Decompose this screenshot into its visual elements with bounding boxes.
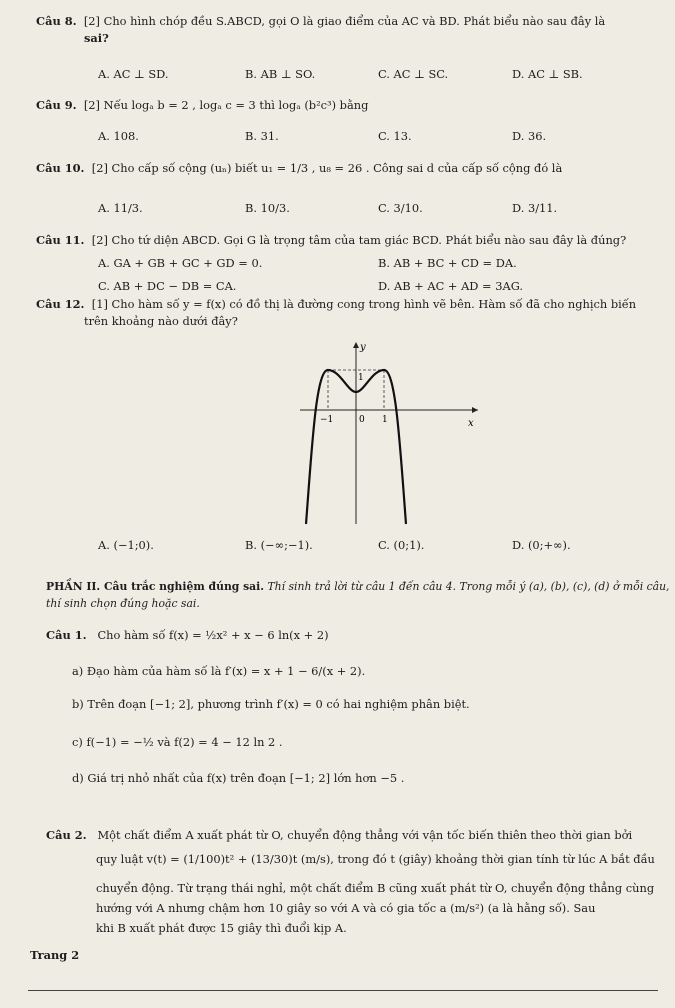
- part2-title: PHẦN II. Câu trắc nghiệm đúng sai.: [46, 580, 265, 593]
- p2-line3: chuyển động. Từ trạng thái nghỉ, một chất điểm B cũng xuất phát từ O, chuyển động thẳng cùng: [96, 881, 655, 895]
- q11-option-b[interactable]: B. AB + BC + CD = DA.: [378, 256, 517, 270]
- p1-statement-a[interactable]: a) Đạo hàm của hàm số là f′(x) = x + 1 − 6/(x + 2).: [72, 664, 366, 678]
- q9-option-c[interactable]: C. 13.: [378, 129, 412, 143]
- q8-stem: [2] Cho hình chóp đều S.ABCD, gọi O là giao điểm của AC và BD. Phát biểu nào sau đây là: [83, 14, 606, 28]
- part2-desc2: thí sinh chọn đúng hoặc sai.: [46, 597, 200, 610]
- q10-option-c[interactable]: C. 3/10.: [378, 201, 423, 215]
- q12-number: Câu 12.: [36, 297, 85, 311]
- q10-option-d[interactable]: D. 3/11.: [512, 201, 558, 215]
- footer-divider: [28, 990, 658, 991]
- q8-line1: [36, 14, 605, 28]
- q11-option-c[interactable]: C. AB + DC − DB = CA.: [98, 279, 237, 293]
- q12-graph: [290, 336, 490, 526]
- q10-option-b[interactable]: B. 10/3.: [245, 201, 290, 215]
- tick-neg1: −1: [320, 415, 334, 425]
- tick-0: 0: [359, 415, 365, 425]
- q10-stem: [2] Cho cấp số cộng (uₙ) biết u₁ = 1/3 , u₈ = 26 . Công sai d của cấp số cộng đó là: [91, 161, 563, 175]
- q9-stem: [2] Nếu logₐ b = 2 , logₐ c = 3 thì logₐ (b²c³) bằng: [83, 98, 369, 112]
- q10-line: [36, 161, 562, 175]
- q12-stem: [1] Cho hàm số y = f(x) có đồ thị là đường cong trong hình vẽ bên. Hàm số đã cho nghịch biến: [91, 297, 637, 311]
- q11-stem: [2] Cho tứ diện ABCD. Gọi G là trọng tâm của tam giác BCD. Phát biểu nào sau đây là đúng?: [91, 233, 627, 247]
- q10-number: Câu 10.: [36, 161, 85, 175]
- q10-option-a[interactable]: A. 11/3.: [98, 201, 143, 215]
- q11-line: [36, 233, 626, 247]
- part2-desc1: Thí sinh trả lời từ câu 1 đến câu 4. Trong mỗi ý (a), (b), (c), (d) ở mỗi câu,: [264, 580, 670, 593]
- p2-number: Câu 2.: [46, 828, 87, 842]
- tick-y1: 1: [358, 373, 364, 383]
- q9-line: [36, 98, 368, 112]
- x-axis-arrow: [472, 407, 478, 413]
- part2-heading: [46, 580, 669, 593]
- p2-line4: hướng với A nhưng chậm hơn 10 giây so với A và có gia tốc a (m/s²) (a là hằng số). Sau: [96, 901, 596, 915]
- q9-option-d[interactable]: D. 36.: [512, 129, 547, 143]
- p1-statement-b[interactable]: b) Trên đoạn [−1; 2], phương trình f′(x) = 0 có hai nghiệm phân biệt.: [72, 697, 470, 711]
- q11-option-d[interactable]: D. AB + AC + AD = 3AG.: [378, 279, 524, 293]
- q12-option-d[interactable]: D. (0;+∞).: [512, 538, 571, 552]
- tick-1: 1: [382, 415, 388, 425]
- q8-line2: sai?: [84, 31, 109, 45]
- q8-option-c[interactable]: C. AC ⊥ SC.: [378, 67, 449, 81]
- p1-stem-line: [46, 628, 329, 642]
- q8-option-a[interactable]: A. AC ⊥ SD.: [98, 67, 169, 81]
- q9-option-b[interactable]: B. 31.: [245, 129, 279, 143]
- q11-option-a[interactable]: A. GA + GB + GC + GD = 0.: [98, 256, 263, 270]
- p2-line5: khi B xuất phát được 15 giây thì đuổi kịp A.: [96, 921, 347, 935]
- p2-line1: [46, 828, 632, 842]
- p1-statement-d[interactable]: d) Giá trị nhỏ nhất của f(x) trên đoạn [−1; 2] lớn hơn −5 .: [72, 771, 405, 785]
- q12-option-b[interactable]: B. (−∞;−1).: [245, 538, 313, 552]
- p1-statement-c[interactable]: c) f(−1) = −½ và f(2) = 4 − 12 ln 2 .: [72, 735, 283, 749]
- q8-option-b[interactable]: B. AB ⊥ SO.: [245, 67, 316, 81]
- y-axis-arrow: [353, 342, 359, 348]
- p2-text1: Một chất điểm A xuất phát từ O, chuyển động thẳng với vận tốc biến thiên theo thời gian bởi: [97, 828, 633, 842]
- x-axis-label: x: [468, 418, 474, 429]
- q9-option-a[interactable]: A. 108.: [98, 129, 139, 143]
- q12-option-a[interactable]: A. (−1;0).: [98, 538, 154, 552]
- y-axis-label: y: [360, 342, 366, 353]
- page-number: Trang 2: [30, 948, 80, 962]
- q11-number: Câu 11.: [36, 233, 85, 247]
- q12-line2: trên khoảng nào dưới đây?: [84, 314, 238, 328]
- q8-option-d[interactable]: D. AC ⊥ SB.: [512, 67, 583, 81]
- q9-number: Câu 9.: [36, 98, 77, 112]
- p2-line2: quy luật v(t) = (1/100)t² + (13/30)t (m/s), trong đó t (giây) khoảng thời gian tính từ lúc A bắt đầu: [96, 852, 655, 866]
- p1-number: Câu 1.: [46, 628, 87, 642]
- q8-number: Câu 8.: [36, 14, 77, 28]
- q12-option-c[interactable]: C. (0;1).: [378, 538, 425, 552]
- p1-stem: Cho hàm số f(x) = ½x² + x − 6 ln(x + 2): [97, 628, 329, 642]
- q12-line1: [36, 297, 636, 311]
